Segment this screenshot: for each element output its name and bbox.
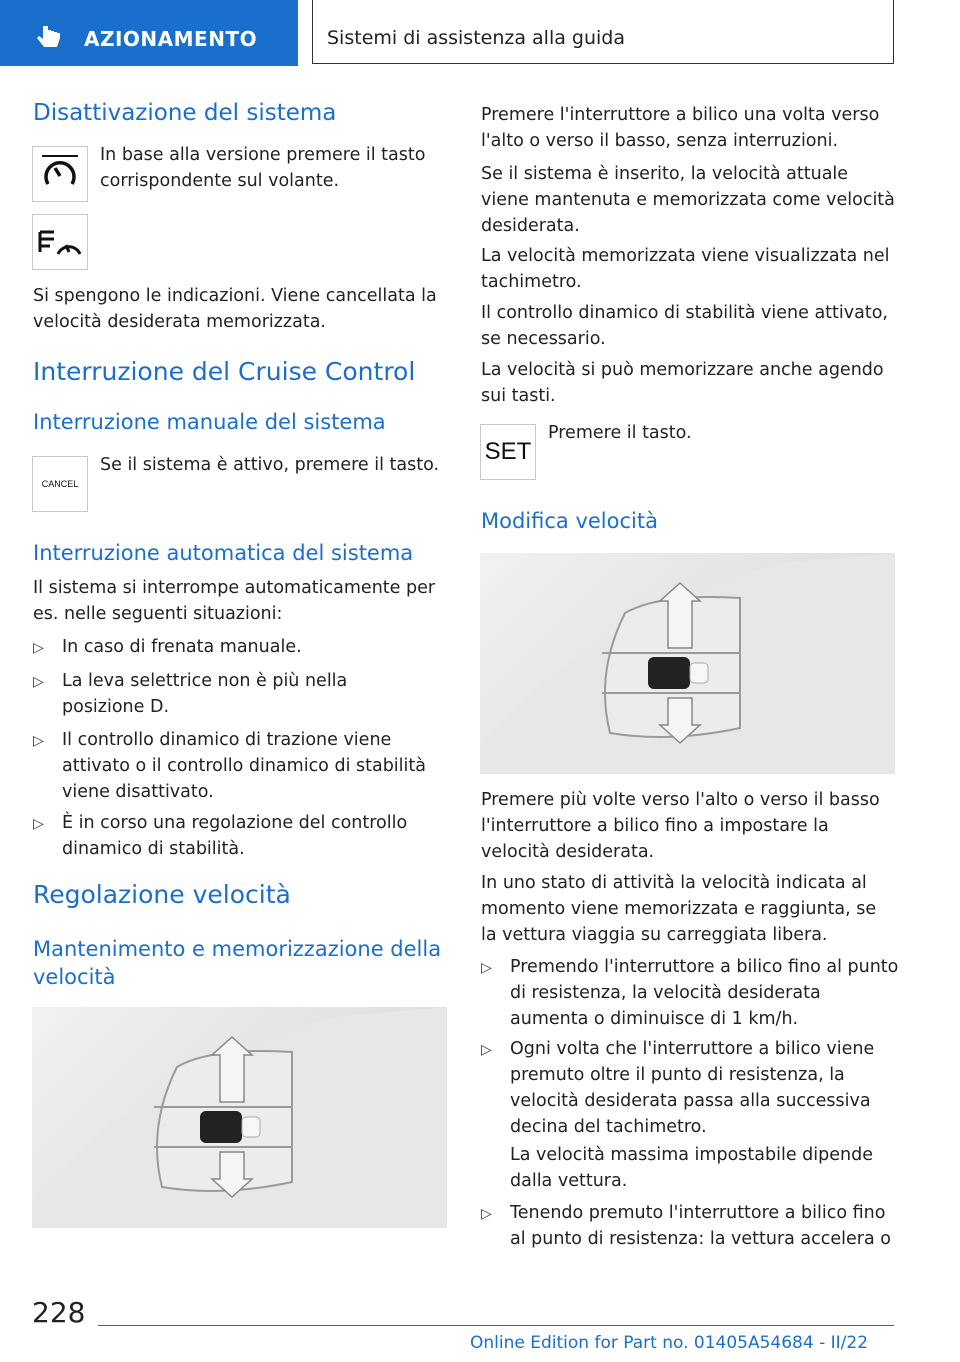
bullet-triangle-icon: ▷ — [481, 960, 492, 976]
hand-pointer-icon — [34, 24, 64, 52]
paragraph-deactivation: In base alla versione premere il tasto corrispondente sul volante. — [100, 145, 426, 191]
paragraph-rocker-press: Premere l'interruttore a bilico una volta verso l'alto o verso il basso, senza interruzioni. — [481, 105, 880, 151]
section-header — [312, 0, 894, 64]
steering-rocker-switch-illustration — [32, 1007, 447, 1228]
footer-divider — [98, 1325, 894, 1326]
heading-modify: Modifica velocità — [481, 509, 658, 533]
heading-deactivation: Disattivazione del sistema — [33, 100, 337, 126]
list-item: In caso di frenata manuale. — [62, 637, 302, 657]
steering-wheel-rocker-image — [480, 553, 895, 774]
speedometer-off-icon — [38, 152, 82, 196]
paragraph-set: Premere il tasto. — [548, 423, 692, 443]
cruise-off-button-image — [32, 146, 88, 202]
steering-wheel-rocker-image — [32, 1007, 447, 1228]
paragraph-speed-kept: Se il sistema è inserito, la velocità attuale viene mantenuta e memorizzata come velocità desiderata. — [481, 164, 895, 236]
paragraph-manual: Se il sistema è attivo, premere il tasto. — [100, 455, 440, 475]
paragraph-automatic: Il sistema si interrompe automaticamente per es. nelle seguenti situazioni: — [33, 578, 436, 624]
cancel-label: CANCEL — [41, 479, 79, 489]
bullet-triangle-icon: ▷ — [33, 816, 44, 832]
paragraph-active-state: In uno stato di attività la velocità indicata al momento viene memorizzata e raggiunta, se la vettura viaggia su carreggiata libera. — [481, 873, 877, 945]
heading-interruption: Interruzione del Cruise Control — [33, 357, 416, 386]
list-item: Tenendo premuto l'interruttore a bilico fino al punto di resistenza: la vettura accelera o — [510, 1203, 891, 1249]
bullet-triangle-icon: ▷ — [481, 1206, 492, 1222]
list-item: È in corso una regolazione del controllo dinamico di stabilità. — [62, 813, 408, 859]
paragraph-stability: Il controllo dinamico di stabilità viene attivato, se necessario. — [481, 303, 888, 349]
paragraph-keys: La velocità si può memorizzare anche agendo sui tasti. — [481, 360, 884, 406]
page-number: 228 — [32, 1296, 86, 1329]
heading-manual-interruption: Interruzione manuale del sistema — [33, 410, 386, 434]
bullet-triangle-icon: ▷ — [33, 674, 44, 690]
paragraph-max-speed: La velocità massima impostabile dipende dalla vettura. — [510, 1145, 873, 1191]
heading-regulation: Regolazione velocità — [33, 880, 291, 909]
footer-edition: Online Edition for Part no. 01405A54684 - II/22 — [470, 1333, 869, 1353]
acc-off-button-image — [32, 214, 88, 270]
heading-maintain: Mantenimento e memorizzazione della velocità — [33, 937, 442, 989]
list-item: Ogni volta che l'interruttore a bilico viene premuto oltre il punto di resistenza, la velocità desiderata passa alla successiva decina del tachimetro. — [510, 1039, 875, 1137]
set-label: SET — [484, 438, 532, 465]
paragraph-press-multiple: Premere più volte verso l'alto o verso il basso l'interruttore a bilico fino a impostare la velocità desiderata. — [481, 790, 880, 862]
list-item: Il controllo dinamico di trazione viene attivato o il controllo dinamico di stabilità viene disattivato. — [62, 730, 426, 802]
set-button-image — [480, 424, 536, 480]
cancel-button-image — [32, 456, 88, 512]
paragraph-speed-displayed: La velocità memorizzata viene visualizzata nel tachimetro. — [481, 246, 890, 292]
steering-rocker-switch-illustration — [480, 553, 895, 774]
list-item: La leva selettrice non è più nella posizione D. — [62, 671, 348, 717]
distance-control-icon — [36, 224, 84, 260]
bullet-triangle-icon: ▷ — [33, 640, 44, 656]
chapter-tab — [0, 0, 298, 66]
heading-automatic-interruption: Interruzione automatica del sistema — [33, 541, 414, 565]
paragraph-indicators-off: Si spengono le indicazioni. Viene cancellata la velocità desiderata memorizzata. — [33, 286, 437, 332]
bullet-triangle-icon: ▷ — [33, 733, 44, 749]
chapter-title: AZIONAMENTO — [84, 27, 258, 51]
bullet-triangle-icon: ▷ — [481, 1042, 492, 1058]
section-title: Sistemi di assistenza alla guida — [327, 27, 626, 49]
list-item: Premendo l'interruttore a bilico fino al punto di resistenza, la velocità desiderata aumenta o diminuisce di 1 km/h. — [510, 957, 899, 1029]
